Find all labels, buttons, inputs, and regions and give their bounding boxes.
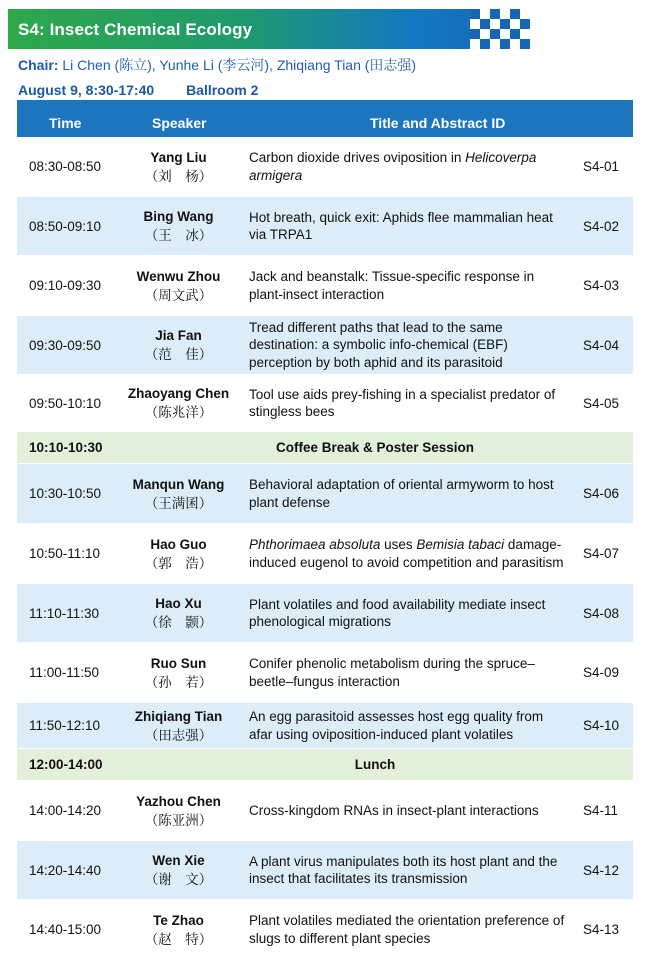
speaker-cell	[117, 703, 240, 748]
speaker-cell	[117, 900, 240, 959]
talk-time: 11:00-11:50	[29, 665, 100, 680]
abstract-id: S4-12	[583, 862, 620, 878]
talk-title: A plant virus manipulates both its host plant and the insect that facilitates its transmission	[249, 853, 558, 886]
abstract-id: S4-09	[583, 665, 620, 680]
table-row	[17, 524, 633, 584]
talk-time: 11:50-12:10	[29, 718, 101, 733]
speaker-name: Bing Wang	[143, 209, 214, 224]
talk-title: Tool use aids prey-fishing in a specialist predator of stingless bees	[249, 386, 556, 419]
break-label: Coffee Break & Poster Session	[275, 440, 475, 455]
chair-label: Chair:	[18, 57, 59, 73]
speaker-chinese-name: （孙 若）	[144, 674, 213, 690]
speaker-cell	[117, 524, 240, 583]
speaker-chinese-name: （田志强）	[144, 727, 213, 743]
speaker-chinese-name: （范 佳）	[144, 347, 213, 362]
table-row	[17, 256, 633, 316]
talk-time: 08:50-09:10	[29, 218, 102, 234]
talk-title: Plant volatiles mediated the orientation preference of slugs to different plant species	[249, 913, 565, 946]
speaker-chinese-name: （赵 特）	[144, 931, 213, 947]
talk-title: Carbon dioxide drives oviposition in Helicoverpa armigera	[249, 150, 537, 183]
schedule-table	[17, 100, 633, 960]
speaker-name: Hao Guo	[150, 536, 207, 552]
table-row	[17, 197, 633, 256]
speaker-name: Wenwu Zhou	[136, 268, 221, 284]
session-room: Ballroom 2	[186, 82, 259, 98]
break-row	[17, 749, 633, 781]
checker-logo	[470, 9, 530, 49]
speaker-cell	[117, 643, 240, 702]
speaker-name: Wen Xie	[152, 853, 205, 868]
session-title: S4: Insect Chemical Ecology	[18, 20, 253, 39]
speaker-chinese-name: （郭 浩）	[144, 555, 213, 571]
speaker-cell	[117, 841, 240, 899]
speaker-name: Jia Fan	[155, 328, 202, 343]
table-row	[17, 316, 633, 375]
talk-time: 11:10-11:30	[29, 605, 100, 621]
abstract-id: S4-05	[583, 395, 620, 411]
break-time: 10:10-10:30	[29, 440, 103, 455]
talk-time: 08:30-08:50	[29, 159, 102, 174]
abstract-id: S4-03	[583, 278, 620, 293]
abstract-id: S4-11	[583, 803, 619, 818]
talk-time: 09:50-10:10	[29, 395, 102, 411]
speaker-chinese-name: （陈亚洲）	[144, 812, 213, 828]
table-header	[17, 100, 633, 137]
talk-time: 14:40-15:00	[29, 922, 102, 937]
speaker-cell	[117, 256, 240, 315]
talk-title: Jack and beanstalk: Tissue-specific response in plant-insect interaction	[249, 269, 535, 302]
talk-time: 10:50-11:10	[29, 546, 101, 561]
speaker-cell	[117, 584, 240, 642]
talk-title: Conifer phenolic metabolism during the spruce–beetle–fungus interaction	[249, 656, 535, 689]
speaker-chinese-name: （陈兆洋）	[144, 405, 213, 420]
talk-title: Tread different paths that lead to the same destination: a symbolic info-chemical (EBF) perception by both aphid and its parasitoid	[249, 319, 508, 370]
abstract-id: S4-07	[583, 546, 620, 561]
speaker-cell	[117, 781, 240, 840]
talk-time: 10:30-10:50	[29, 486, 102, 501]
speaker-chinese-name: （徐 颢）	[144, 615, 213, 630]
talk-title: Behavioral adaptation of oriental armyworm to host plant defense	[249, 477, 554, 510]
table-row	[17, 643, 633, 703]
speaker-name: Manqun Wang	[132, 476, 225, 492]
speaker-cell	[117, 137, 240, 196]
header-time: Time	[49, 115, 82, 131]
break-row	[17, 432, 633, 464]
table-body	[17, 137, 633, 960]
table-row	[17, 584, 633, 643]
table-row	[17, 137, 633, 197]
table-row	[17, 841, 633, 900]
speaker-cell	[117, 464, 240, 523]
chair-names: Li Chen (陈立), Yunhe Li (李云河), Zhiqiang Tian (田志强)	[62, 57, 417, 73]
table-row	[17, 375, 633, 432]
break-label: Lunch	[354, 757, 396, 772]
header-speaker: Speaker	[152, 115, 207, 131]
talk-title: Plant volatiles and food availability mediate insect phenological migrations	[249, 596, 546, 629]
talk-time: 09:10-09:30	[29, 278, 102, 293]
session-date: August 9, 8:30-17:40	[18, 82, 155, 98]
abstract-id: S4-10	[583, 718, 620, 733]
speaker-name: Te Zhao	[153, 912, 204, 928]
talk-time: 14:00-14:20	[29, 803, 102, 818]
abstract-id: S4-04	[583, 337, 620, 353]
speaker-name: Hao Xu	[155, 596, 202, 611]
table-row	[17, 781, 633, 841]
table-row	[17, 900, 633, 960]
talk-title: Hot breath, quick exit: Aphids flee mammalian heat via TRPA1	[249, 209, 553, 242]
speaker-chinese-name: （王满囷）	[144, 495, 213, 511]
abstract-id: S4-13	[583, 922, 620, 937]
speaker-name: Yang Liu	[150, 149, 207, 165]
speaker-cell	[117, 316, 240, 374]
header-title: Title and Abstract ID	[370, 115, 506, 131]
talk-time: 14:20-14:40	[29, 862, 102, 878]
abstract-id: S4-06	[583, 486, 620, 501]
talk-title: An egg parasitoid assesses host egg quality from afar using oviposition-induced plant volatiles	[249, 709, 544, 742]
speaker-name: Zhaoyang Chen	[127, 386, 230, 401]
abstract-id: S4-02	[583, 218, 620, 234]
speaker-cell	[117, 375, 240, 431]
speaker-chinese-name: （王 冰）	[144, 228, 213, 243]
speaker-name: Yazhou Chen	[136, 793, 221, 809]
talk-title: Cross-kingdom RNAs in insect-plant interactions	[249, 802, 539, 818]
speaker-chinese-name: （周文武）	[144, 287, 213, 303]
speaker-name: Ruo Sun	[150, 655, 207, 671]
speaker-cell	[117, 197, 240, 255]
speaker-chinese-name: （刘 杨）	[144, 168, 213, 184]
talk-time: 09:30-09:50	[29, 337, 102, 353]
table-row	[17, 703, 633, 749]
abstract-id: S4-08	[583, 605, 620, 621]
chair-line	[18, 55, 416, 75]
speaker-chinese-name: （谢 文）	[144, 872, 213, 887]
date-line	[18, 82, 258, 98]
speaker-name: Zhiqiang Tian	[134, 708, 223, 724]
abstract-id: S4-01	[583, 159, 620, 174]
talk-title: Phthorimaea absoluta uses Bemisia tabaci damage-induced eugenol to avoid competition and parasitism	[249, 537, 564, 570]
table-row	[17, 464, 633, 524]
break-time: 12:00-14:00	[29, 757, 103, 772]
